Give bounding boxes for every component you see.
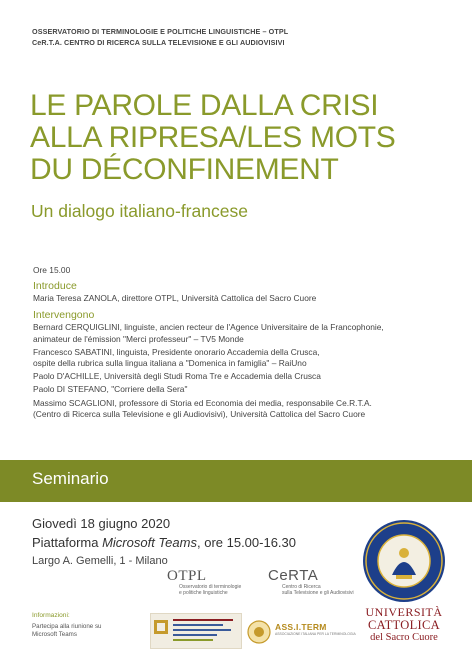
partner-logo-graphic [151,614,241,648]
start-time: Ore 15.00 [33,265,71,275]
platform-time: , ore 15.00-16.30 [196,535,297,550]
assiterm-emblem [246,620,272,644]
speaker-name: Bernard CERQUIGLINI [33,322,120,333]
speaker-entry [33,347,453,358]
speaker-name: Francesco SABATINI [33,346,112,357]
otpl-sub-1: Osservatorio di terminologie [179,584,242,590]
speaker-name: Paolo DI STEFANO [33,384,107,395]
speaker-role: , "Corriere della Sera" [106,384,188,395]
introduce-name: Maria Teresa ZANOLA [33,293,118,304]
certa-logo [268,568,354,596]
introduce-entry [33,293,453,304]
platform-prefix: Piattaforma [32,535,103,550]
header-line-otpl: OSSERVATORIO DI TERMINOLOGIE E POLITICHE LINGUISTICHE – OTPL [32,27,289,36]
title-line-3: DU DÉCONFINEMENT [30,153,339,186]
event-place: Largo A. Gemelli, 1 - Milano [32,555,168,567]
title-line-2: ALLA RIPRESA/LES MOTS [30,121,396,154]
speaker-role-cont: animateur de l'émission "Merci professeur" – TV5 Monde [33,333,244,344]
info-line-2: Microsoft Teams [32,631,77,638]
event-platform [32,533,296,552]
speaker-entry [33,322,453,333]
platform-name: Microsoft Teams [102,535,197,550]
speaker-role-cont: (Centro di Ricerca sulla Televisione e gli Audiovisivi), Università Cattolica del Sacro Cuore [33,408,366,419]
assiterm-name: ASS.I.TERM [275,622,327,632]
introduce-heading: Introduce [33,280,77,293]
otpl-name: OTPL [167,568,207,584]
info-label: Informazioni: [32,612,70,619]
page-title [30,90,396,186]
assiterm-sub: ASSOCIAZIONE ITALIANA PER LA TERMINOLOGIA [275,632,356,636]
event-details [32,514,296,571]
page-subtitle: Un dialogo italiano-francese [31,201,248,221]
info-line-1: Partecipa alla riunione su [32,623,102,630]
speaker-role: , Università degli Studi Roma Tre e Accademia della Crusca [99,371,321,382]
ucsc-line-1: UNIVERSITÀ [365,605,443,619]
speaker-name: Massimo SCAGLIONI [33,397,115,408]
partner-logo-image [150,613,242,649]
introduce-role: , direttore OTPL, Università Cattolica del Sacro Cuore [117,293,317,304]
otpl-logo [167,568,241,596]
speaker-entry [33,398,453,409]
speaker-role: , professore di Storia ed Economia dei media, responsabile Ce.R.T.A. [114,397,372,408]
ucsc-seal-logo [362,519,446,603]
speaker-role-cont: ospite della rubrica sulla lingua italiana a "Domenica in famiglia" – RaiUno [33,358,307,369]
speaker-role: , linguista, Presidente onorario Accademia della Crusca, [111,346,320,357]
certa-sub-1: Centro di Ricerca [282,584,321,590]
speaker-entry [33,384,453,395]
ucsc-line-3: del Sacro Cuore [370,632,438,643]
seminar-label: Seminario [32,469,109,488]
header-organizers [32,26,288,48]
speaker-entry [33,371,453,382]
speaker-role: , linguiste, ancien recteur de l'Agence Universitaire de la Francophonie, [119,322,384,333]
title-line-1: LE PAROLE DALLA CRISI [30,89,379,122]
otpl-sub-2: e politiche linguistiche [179,590,228,596]
speakers-heading: Intervengono [33,309,95,322]
header-line-certa: CeR.T.A. CENTRO DI RICERCA SULLA TELEVISIONE E GLI AUDIOVISIVI [32,38,285,47]
seminar-band [0,460,472,502]
program [33,265,453,420]
info-block [32,612,101,639]
certa-name: CeRTA [268,567,319,584]
event-date: Giovedì 18 giugno 2020 [32,516,171,531]
speaker-name: Paolo D'ACHILLE [33,371,100,382]
certa-sub-2: sulla Televisione e gli Audiovisivi [282,590,354,596]
assiterm-logo [246,620,356,649]
ucsc-line-2: CATTOLICA [368,618,440,632]
ucsc-wordmark [352,606,456,644]
